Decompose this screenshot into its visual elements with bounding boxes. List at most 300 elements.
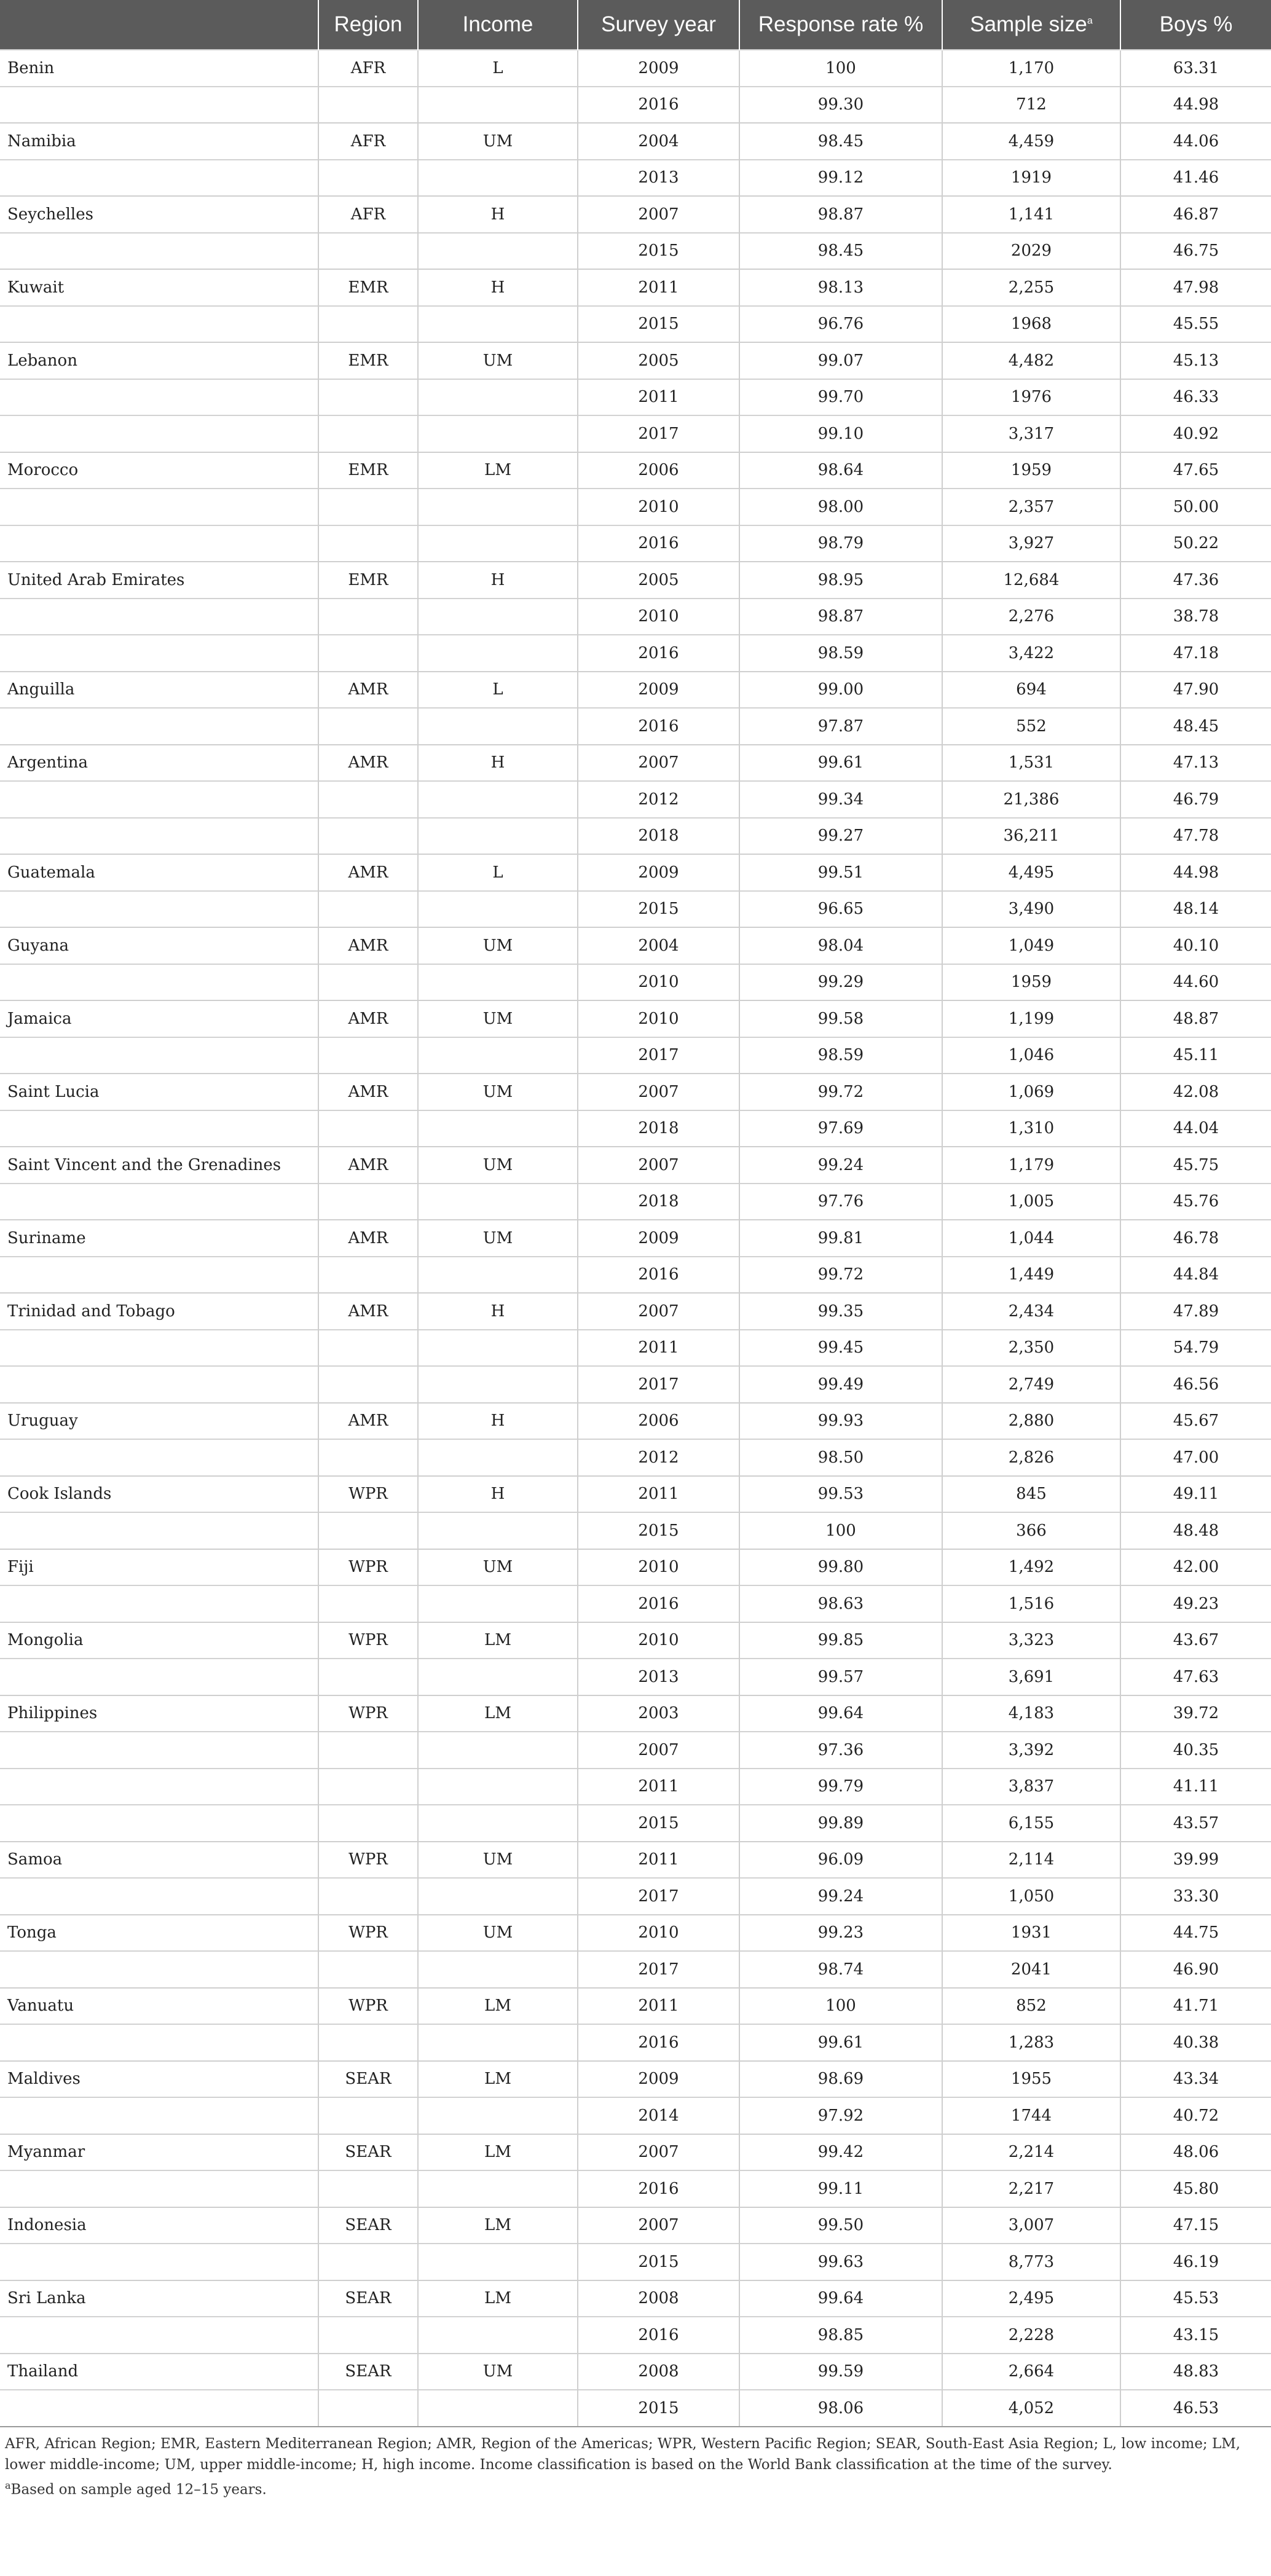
cell-sample-size: 1,049 — [942, 927, 1120, 964]
cell-income — [418, 818, 578, 855]
cell-region: AMR — [318, 1074, 418, 1110]
cell-survey-year: 2011 — [578, 1842, 739, 1879]
table-row — [0, 745, 1271, 782]
cell-survey-year: 2015 — [578, 1805, 739, 1842]
cell-country — [0, 415, 318, 452]
cell-boys: 47.36 — [1120, 562, 1271, 599]
header-survey-year: Survey year — [578, 0, 739, 50]
cell-survey-year: 2010 — [578, 599, 739, 635]
cell-survey-year: 2018 — [578, 1184, 739, 1220]
cell-sample-size: 1,141 — [942, 196, 1120, 233]
cell-survey-year: 2007 — [578, 1147, 739, 1184]
table-row — [0, 233, 1271, 270]
cell-income: LM — [418, 2280, 578, 2317]
cell-response-rate: 98.63 — [739, 1585, 942, 1622]
cell-response-rate: 99.89 — [739, 1805, 942, 1842]
cell-income: UM — [418, 1842, 578, 1879]
cell-sample-size: 3,927 — [942, 525, 1120, 562]
cell-sample-size: 2,217 — [942, 2170, 1120, 2207]
cell-country — [0, 635, 318, 672]
cell-boys: 44.60 — [1120, 964, 1271, 1001]
cell-survey-year: 2016 — [578, 2024, 739, 2061]
cell-survey-year: 2010 — [578, 1622, 739, 1659]
cell-response-rate: 99.34 — [739, 781, 942, 818]
cell-region — [318, 1184, 418, 1220]
cell-country: Thailand — [0, 2354, 318, 2390]
cell-survey-year: 2010 — [578, 1000, 739, 1037]
cell-sample-size: 1959 — [942, 452, 1120, 489]
cell-region — [318, 1659, 418, 1695]
cell-income — [418, 2317, 578, 2354]
cell-response-rate: 99.80 — [739, 1549, 942, 1586]
cell-sample-size: 12,684 — [942, 562, 1120, 599]
cell-income: L — [418, 854, 578, 891]
cell-survey-year: 2007 — [578, 1074, 739, 1110]
cell-region: AMR — [318, 1403, 418, 1440]
cell-sample-size: 3,490 — [942, 891, 1120, 928]
cell-survey-year: 2010 — [578, 1549, 739, 1586]
cell-income — [418, 2170, 578, 2207]
cell-boys: 46.75 — [1120, 233, 1271, 270]
cell-response-rate: 99.61 — [739, 2024, 942, 2061]
table-row — [0, 525, 1271, 562]
table-row — [0, 123, 1271, 160]
cell-boys: 39.99 — [1120, 1842, 1271, 1879]
cell-sample-size: 2041 — [942, 1951, 1120, 1988]
cell-survey-year: 2011 — [578, 1769, 739, 1805]
cell-income: LM — [418, 1988, 578, 2025]
table-row — [0, 781, 1271, 818]
footnote — [5, 2475, 1266, 2500]
cell-income — [418, 708, 578, 745]
cell-boys: 44.75 — [1120, 1915, 1271, 1952]
cell-country — [0, 1257, 318, 1294]
cell-boys: 33.30 — [1120, 1878, 1271, 1915]
cell-response-rate: 97.92 — [739, 2097, 942, 2134]
cell-region: AMR — [318, 1293, 418, 1330]
cell-income — [418, 415, 578, 452]
header-sample-size-footnote-mark: a — [1087, 15, 1093, 26]
cell-sample-size: 1,310 — [942, 1110, 1120, 1147]
cell-boys: 47.90 — [1120, 672, 1271, 709]
table-row — [0, 2061, 1271, 2098]
table-row — [0, 1878, 1271, 1915]
cell-response-rate: 99.57 — [739, 1659, 942, 1695]
cell-response-rate: 98.87 — [739, 196, 942, 233]
cell-response-rate: 98.00 — [739, 489, 942, 525]
cell-country — [0, 2390, 318, 2427]
cell-sample-size: 2,749 — [942, 1366, 1120, 1403]
table-notes — [0, 2427, 1271, 2500]
cell-region: AMR — [318, 672, 418, 709]
table-row — [0, 2354, 1271, 2390]
table-row — [0, 1695, 1271, 1732]
cell-region: AFR — [318, 50, 418, 87]
cell-response-rate: 98.45 — [739, 233, 942, 270]
cell-country: Benin — [0, 50, 318, 87]
cell-sample-size: 8,773 — [942, 2244, 1120, 2280]
cell-country: Suriname — [0, 1220, 318, 1257]
cell-country — [0, 2170, 318, 2207]
cell-income: UM — [418, 342, 578, 379]
cell-sample-size: 1,516 — [942, 1585, 1120, 1622]
cell-sample-size: 4,052 — [942, 2390, 1120, 2427]
cell-response-rate: 99.79 — [739, 1769, 942, 1805]
cell-sample-size: 2,357 — [942, 489, 1120, 525]
cell-response-rate: 99.00 — [739, 672, 942, 709]
cell-income: H — [418, 1403, 578, 1440]
cell-region — [318, 891, 418, 928]
cell-boys: 47.98 — [1120, 269, 1271, 306]
cell-country: Maldives — [0, 2061, 318, 2098]
cell-income — [418, 1769, 578, 1805]
cell-sample-size: 21,386 — [942, 781, 1120, 818]
cell-boys: 48.45 — [1120, 708, 1271, 745]
cell-country: Trinidad and Tobago — [0, 1293, 318, 1330]
cell-sample-size: 4,495 — [942, 854, 1120, 891]
table-row — [0, 2170, 1271, 2207]
cell-survey-year: 2016 — [578, 525, 739, 562]
cell-response-rate: 99.24 — [739, 1147, 942, 1184]
cell-income — [418, 891, 578, 928]
cell-sample-size: 1,044 — [942, 1220, 1120, 1257]
cell-income: H — [418, 1293, 578, 1330]
table-row — [0, 1220, 1271, 1257]
table-row — [0, 2024, 1271, 2061]
cell-income: H — [418, 562, 578, 599]
cell-boys: 48.14 — [1120, 891, 1271, 928]
cell-country: Saint Vincent and the Grenadines — [0, 1147, 318, 1184]
cell-sample-size: 1968 — [942, 306, 1120, 343]
cell-region: AMR — [318, 1220, 418, 1257]
cell-income: LM — [418, 1695, 578, 1732]
cell-response-rate: 100 — [739, 50, 942, 87]
cell-country: United Arab Emirates — [0, 562, 318, 599]
table-row — [0, 1951, 1271, 1988]
cell-country: Namibia — [0, 123, 318, 160]
cell-region — [318, 1805, 418, 1842]
cell-region — [318, 2317, 418, 2354]
cell-income — [418, 379, 578, 416]
cell-boys: 47.89 — [1120, 1293, 1271, 1330]
cell-region — [318, 1366, 418, 1403]
cell-country: Morocco — [0, 452, 318, 489]
cell-region: AMR — [318, 1000, 418, 1037]
cell-boys: 44.98 — [1120, 87, 1271, 124]
cell-response-rate: 98.69 — [739, 2061, 942, 2098]
table-row — [0, 1769, 1271, 1805]
cell-response-rate: 99.70 — [739, 379, 942, 416]
cell-country: Jamaica — [0, 1000, 318, 1037]
cell-survey-year: 2012 — [578, 781, 739, 818]
cell-survey-year: 2011 — [578, 269, 739, 306]
cell-survey-year: 2015 — [578, 2390, 739, 2427]
cell-boys: 45.75 — [1120, 1147, 1271, 1184]
cell-survey-year: 2016 — [578, 1257, 739, 1294]
table-row — [0, 1147, 1271, 1184]
cell-country: Sri Lanka — [0, 2280, 318, 2317]
cell-country — [0, 379, 318, 416]
cell-region — [318, 1769, 418, 1805]
cell-country: Argentina — [0, 745, 318, 782]
cell-region: WPR — [318, 1842, 418, 1879]
cell-boys: 46.19 — [1120, 2244, 1271, 2280]
cell-country: Lebanon — [0, 342, 318, 379]
cell-country: Anguilla — [0, 672, 318, 709]
cell-country — [0, 306, 318, 343]
cell-country — [0, 1769, 318, 1805]
cell-response-rate: 96.76 — [739, 306, 942, 343]
cell-boys: 49.23 — [1120, 1585, 1271, 1622]
cell-sample-size: 712 — [942, 87, 1120, 124]
cell-region: EMR — [318, 562, 418, 599]
cell-country — [0, 1585, 318, 1622]
cell-income — [418, 1585, 578, 1622]
cell-income — [418, 1659, 578, 1695]
cell-survey-year: 2015 — [578, 306, 739, 343]
cell-sample-size: 2,350 — [942, 1330, 1120, 1367]
cell-country — [0, 1439, 318, 1476]
cell-sample-size: 6,155 — [942, 1805, 1120, 1842]
cell-country: Seychelles — [0, 196, 318, 233]
table-row — [0, 1184, 1271, 1220]
cell-response-rate: 98.64 — [739, 452, 942, 489]
cell-sample-size: 1744 — [942, 2097, 1120, 2134]
cell-boys: 40.35 — [1120, 1732, 1271, 1769]
cell-income: LM — [418, 2134, 578, 2171]
cell-survey-year: 2007 — [578, 2207, 739, 2244]
cell-response-rate: 99.64 — [739, 1695, 942, 1732]
cell-sample-size: 1919 — [942, 160, 1120, 197]
cell-survey-year: 2010 — [578, 1915, 739, 1952]
cell-sample-size: 2029 — [942, 233, 1120, 270]
cell-response-rate: 100 — [739, 1988, 942, 2025]
cell-sample-size: 1,531 — [942, 745, 1120, 782]
cell-income: UM — [418, 1220, 578, 1257]
table-row — [0, 1512, 1271, 1549]
cell-sample-size: 2,826 — [942, 1439, 1120, 1476]
cell-response-rate: 99.72 — [739, 1257, 942, 1294]
cell-country — [0, 1512, 318, 1549]
cell-country: Indonesia — [0, 2207, 318, 2244]
cell-country: Myanmar — [0, 2134, 318, 2171]
cell-region: EMR — [318, 269, 418, 306]
cell-country — [0, 1805, 318, 1842]
cell-response-rate: 97.87 — [739, 708, 942, 745]
cell-response-rate: 98.74 — [739, 1951, 942, 1988]
cell-response-rate: 98.50 — [739, 1439, 942, 1476]
cell-survey-year: 2009 — [578, 854, 739, 891]
cell-region — [318, 1439, 418, 1476]
cell-region: SEAR — [318, 2280, 418, 2317]
cell-survey-year: 2011 — [578, 1988, 739, 2025]
cell-response-rate: 99.29 — [739, 964, 942, 1001]
table-row — [0, 342, 1271, 379]
cell-survey-year: 2005 — [578, 562, 739, 599]
table-row — [0, 599, 1271, 635]
cell-region — [318, 1951, 418, 1988]
cell-response-rate: 99.85 — [739, 1622, 942, 1659]
cell-sample-size: 2,255 — [942, 269, 1120, 306]
cell-country — [0, 2244, 318, 2280]
cell-boys: 48.87 — [1120, 1000, 1271, 1037]
cell-response-rate: 99.11 — [739, 2170, 942, 2207]
cell-country — [0, 1184, 318, 1220]
cell-boys: 46.53 — [1120, 2390, 1271, 2427]
cell-income — [418, 635, 578, 672]
cell-boys: 43.57 — [1120, 1805, 1271, 1842]
cell-boys: 44.98 — [1120, 854, 1271, 891]
cell-boys: 40.10 — [1120, 927, 1271, 964]
cell-survey-year: 2013 — [578, 1659, 739, 1695]
header-income: Income — [418, 0, 578, 50]
cell-response-rate: 99.35 — [739, 1293, 942, 1330]
cell-sample-size: 2,880 — [942, 1403, 1120, 1440]
cell-survey-year: 2017 — [578, 415, 739, 452]
cell-income — [418, 1732, 578, 1769]
cell-income — [418, 2390, 578, 2427]
cell-survey-year: 2008 — [578, 2280, 739, 2317]
cell-region — [318, 1878, 418, 1915]
cell-survey-year: 2014 — [578, 2097, 739, 2134]
cell-region — [318, 1585, 418, 1622]
cell-survey-year: 2016 — [578, 2317, 739, 2354]
cell-response-rate: 99.10 — [739, 415, 942, 452]
cell-response-rate: 99.27 — [739, 818, 942, 855]
cell-survey-year: 2016 — [578, 635, 739, 672]
cell-sample-size: 1,046 — [942, 1037, 1120, 1074]
cell-country: Kuwait — [0, 269, 318, 306]
table-row — [0, 2244, 1271, 2280]
cell-country — [0, 818, 318, 855]
cell-response-rate: 96.09 — [739, 1842, 942, 1879]
cell-survey-year: 2006 — [578, 452, 739, 489]
cell-region: SEAR — [318, 2134, 418, 2171]
cell-survey-year: 2011 — [578, 1330, 739, 1367]
cell-survey-year: 2007 — [578, 196, 739, 233]
cell-boys: 41.11 — [1120, 1769, 1271, 1805]
cell-sample-size: 1,492 — [942, 1549, 1120, 1586]
cell-sample-size: 4,183 — [942, 1695, 1120, 1732]
cell-region — [318, 160, 418, 197]
cell-region: WPR — [318, 1988, 418, 2025]
cell-country — [0, 891, 318, 928]
cell-income — [418, 1805, 578, 1842]
cell-response-rate: 99.07 — [739, 342, 942, 379]
cell-sample-size: 1,449 — [942, 1257, 1120, 1294]
cell-sample-size: 36,211 — [942, 818, 1120, 855]
cell-income — [418, 1037, 578, 1074]
cell-region: AMR — [318, 927, 418, 964]
cell-response-rate: 99.45 — [739, 1330, 942, 1367]
cell-income — [418, 525, 578, 562]
cell-response-rate: 98.04 — [739, 927, 942, 964]
cell-country — [0, 1330, 318, 1367]
cell-sample-size: 4,459 — [942, 123, 1120, 160]
cell-response-rate: 98.06 — [739, 2390, 942, 2427]
cell-boys: 50.00 — [1120, 489, 1271, 525]
table-row — [0, 452, 1271, 489]
cell-region — [318, 2097, 418, 2134]
cell-survey-year: 2015 — [578, 233, 739, 270]
table-row — [0, 2207, 1271, 2244]
cell-survey-year: 2007 — [578, 2134, 739, 2171]
cell-boys: 45.53 — [1120, 2280, 1271, 2317]
cell-region: EMR — [318, 342, 418, 379]
cell-country — [0, 1659, 318, 1695]
cell-income — [418, 1257, 578, 1294]
cell-country — [0, 599, 318, 635]
cell-response-rate: 97.69 — [739, 1110, 942, 1147]
cell-region — [318, 525, 418, 562]
cell-boys: 41.71 — [1120, 1988, 1271, 2025]
cell-survey-year: 2009 — [578, 50, 739, 87]
cell-income — [418, 781, 578, 818]
cell-survey-year: 2009 — [578, 672, 739, 709]
cell-boys: 42.00 — [1120, 1549, 1271, 1586]
cell-region — [318, 233, 418, 270]
cell-response-rate: 99.12 — [739, 160, 942, 197]
cell-sample-size: 2,276 — [942, 599, 1120, 635]
cell-country — [0, 781, 318, 818]
cell-sample-size: 3,691 — [942, 1659, 1120, 1695]
cell-boys: 44.84 — [1120, 1257, 1271, 1294]
cell-survey-year: 2016 — [578, 1585, 739, 1622]
table-row — [0, 672, 1271, 709]
cell-response-rate: 99.23 — [739, 1915, 942, 1952]
cell-boys: 46.87 — [1120, 196, 1271, 233]
cell-response-rate: 99.58 — [739, 1000, 942, 1037]
table-row — [0, 1842, 1271, 1879]
cell-country: Tonga — [0, 1915, 318, 1952]
cell-income: LM — [418, 2207, 578, 2244]
cell-country — [0, 708, 318, 745]
table-row — [0, 891, 1271, 928]
cell-region — [318, 379, 418, 416]
cell-response-rate: 99.49 — [739, 1366, 942, 1403]
cell-country: Samoa — [0, 1842, 318, 1879]
table-row — [0, 1549, 1271, 1586]
cell-response-rate: 99.64 — [739, 2280, 942, 2317]
cell-country: Fiji — [0, 1549, 318, 1586]
cell-response-rate: 99.93 — [739, 1403, 942, 1440]
cell-sample-size: 1,179 — [942, 1147, 1120, 1184]
cell-region: AMR — [318, 745, 418, 782]
cell-response-rate: 98.79 — [739, 525, 942, 562]
table-row — [0, 306, 1271, 343]
cell-region — [318, 635, 418, 672]
cell-income — [418, 233, 578, 270]
table-row — [0, 1585, 1271, 1622]
cell-response-rate: 97.36 — [739, 1732, 942, 1769]
cell-response-rate: 98.95 — [739, 562, 942, 599]
cell-survey-year: 2009 — [578, 1220, 739, 1257]
cell-survey-year: 2012 — [578, 1439, 739, 1476]
cell-response-rate: 99.59 — [739, 2354, 942, 2390]
cell-response-rate: 98.59 — [739, 1037, 942, 1074]
table-row — [0, 2134, 1271, 2171]
cell-boys: 47.63 — [1120, 1659, 1271, 1695]
cell-boys: 47.00 — [1120, 1439, 1271, 1476]
cell-boys: 63.31 — [1120, 50, 1271, 87]
table-row — [0, 1732, 1271, 1769]
cell-income: H — [418, 745, 578, 782]
table-row — [0, 379, 1271, 416]
cell-boys: 47.15 — [1120, 2207, 1271, 2244]
cell-boys: 46.56 — [1120, 1366, 1271, 1403]
cell-response-rate: 98.45 — [739, 123, 942, 160]
cell-survey-year: 2015 — [578, 1512, 739, 1549]
